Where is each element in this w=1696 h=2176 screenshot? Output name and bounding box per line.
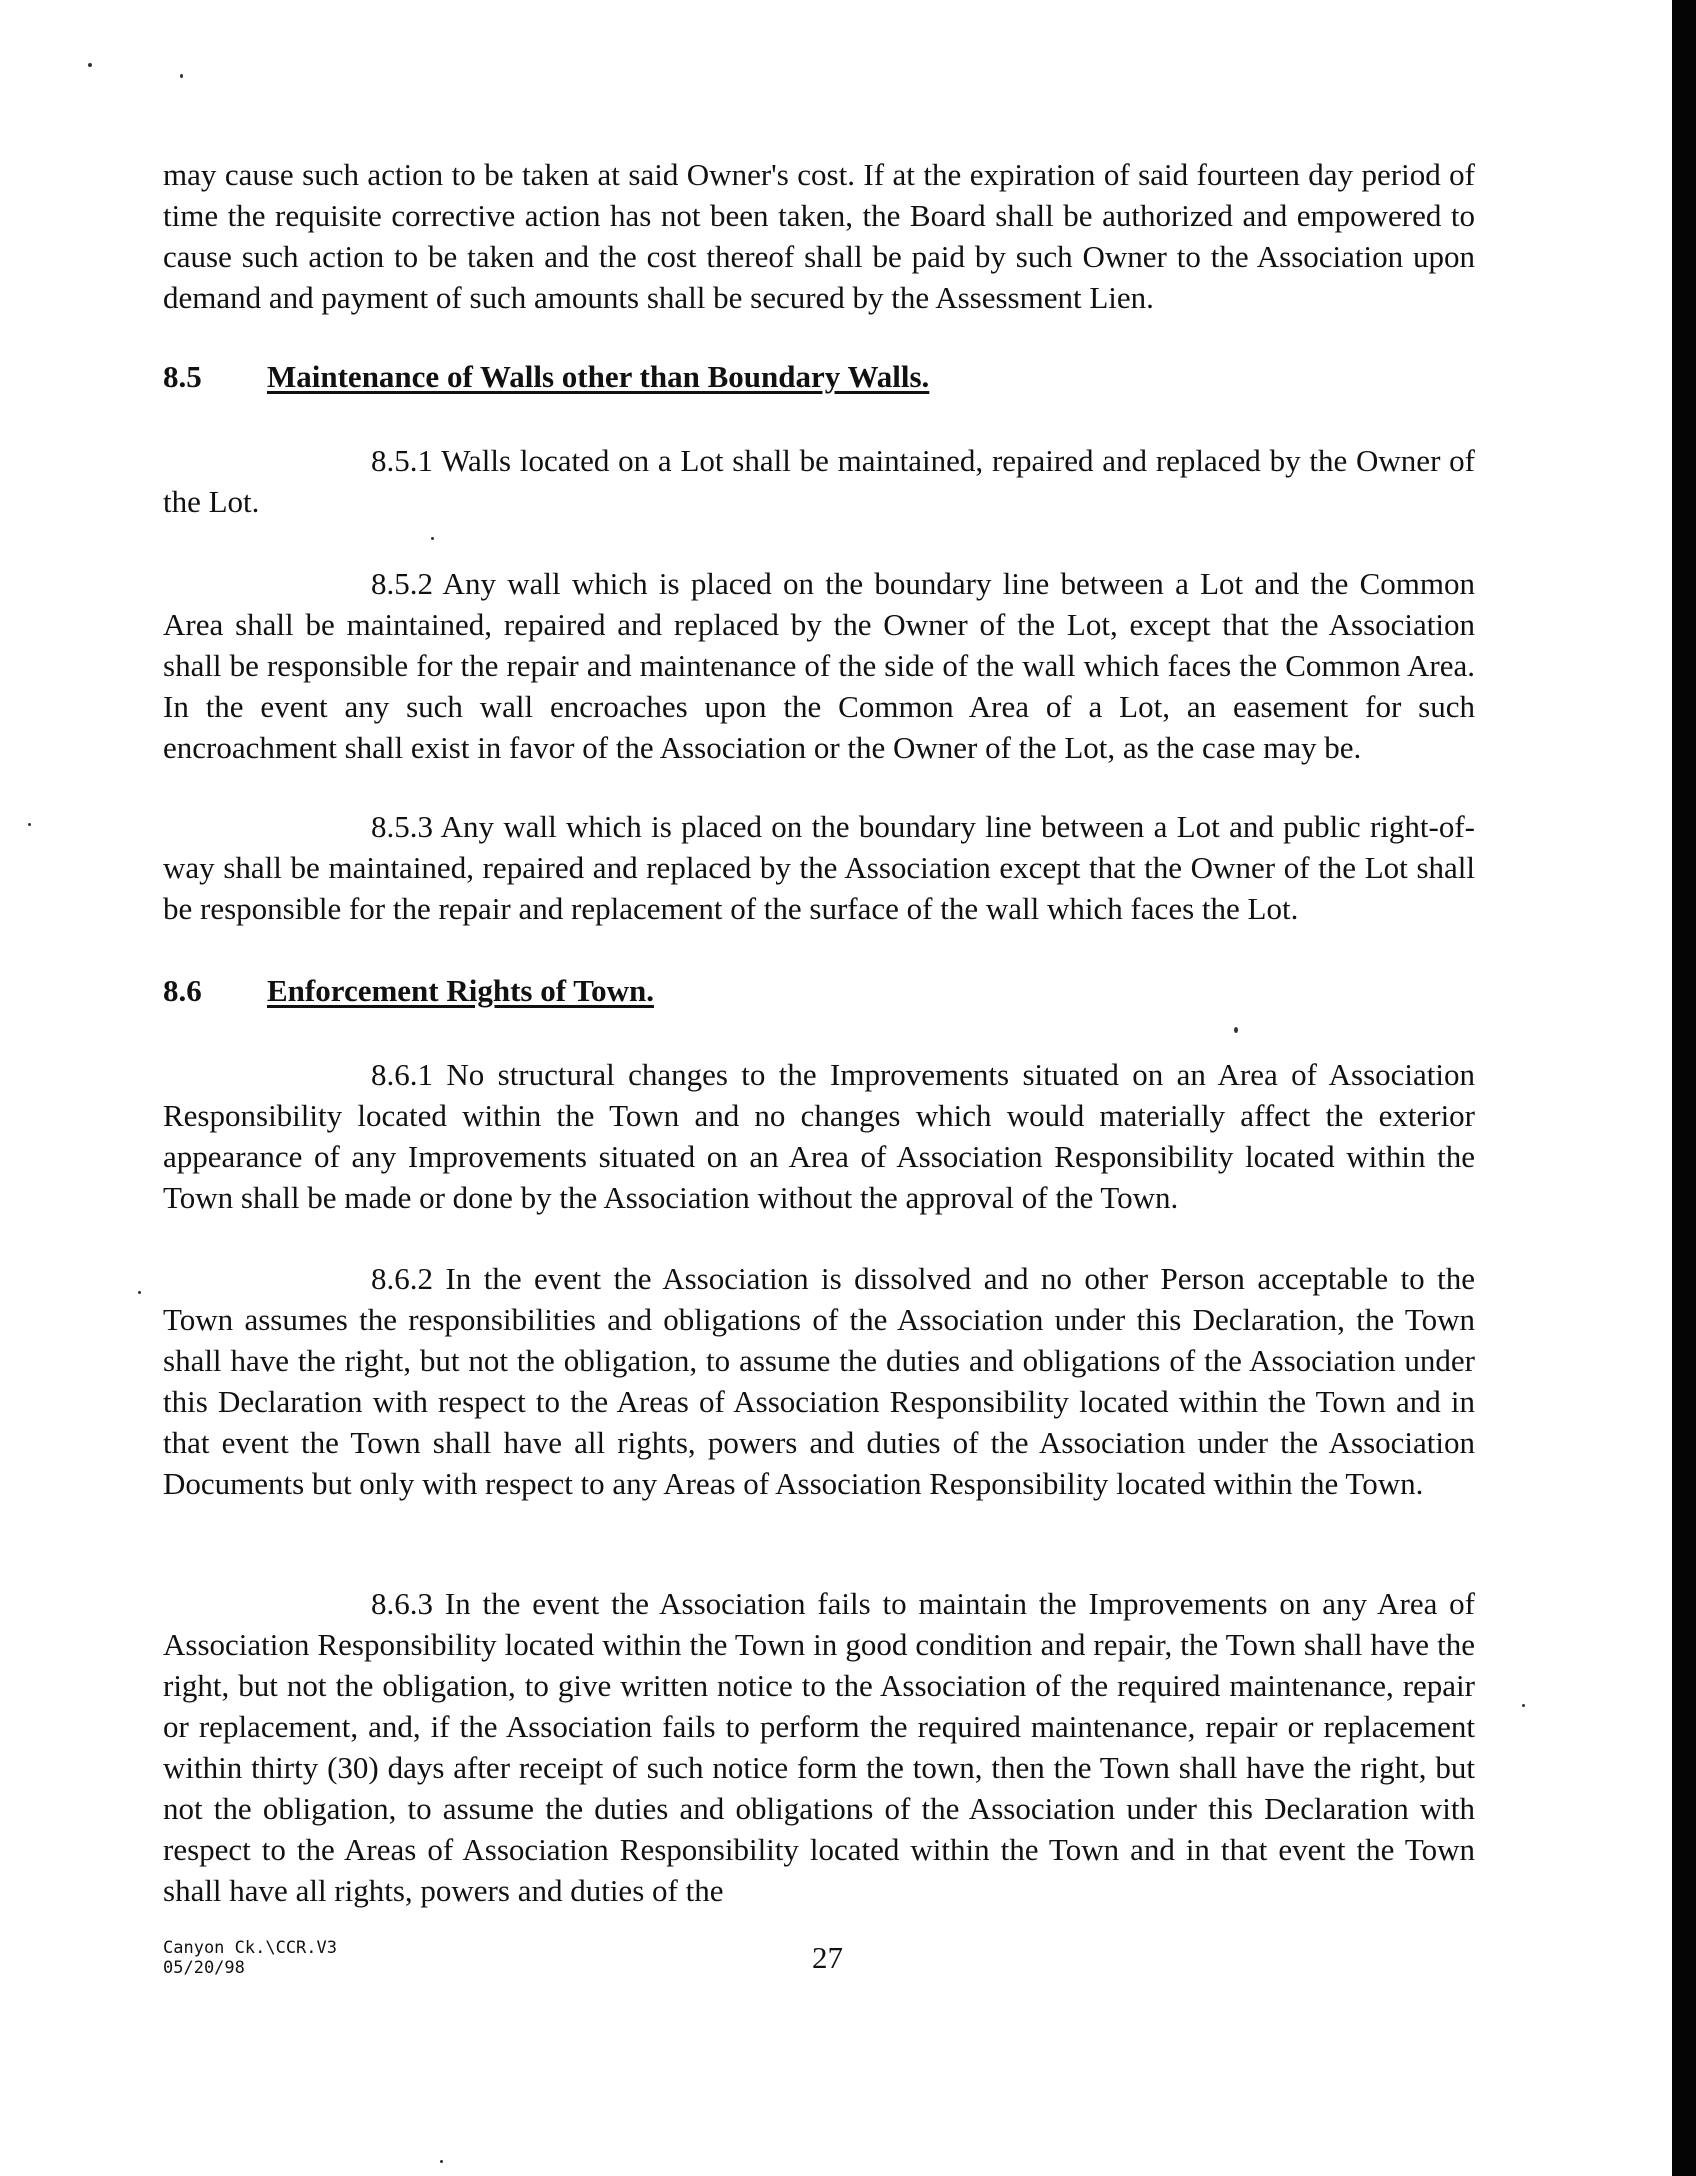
scan-speck xyxy=(440,2160,443,2163)
footer-date: 05/20/98 xyxy=(163,1958,245,1978)
clause-8-5-1: 8.5.1 Walls located on a Lot shall be maintained, repaired and replaced by the Owner of the Lot. xyxy=(163,443,1475,519)
page-number: 27 xyxy=(812,1940,843,1975)
scan-speck xyxy=(180,74,183,78)
section-heading-8-6 xyxy=(163,970,1475,1011)
scan-speck xyxy=(138,1291,141,1294)
scan-speck xyxy=(1522,1704,1525,1707)
clause-8-5-3: 8.5.3 Any wall which is placed on the boundary line between a Lot and public right-of-way shall be maintained, repaired and replaced by the Association except that the Owner of the Lot shall be responsible for the repair and replacement of the surface of the wall which faces the Lot. xyxy=(163,809,1475,926)
scan-edge-shadow xyxy=(1672,0,1696,2176)
section-number: 8.5 xyxy=(163,359,202,394)
clause-8-6-3: 8.6.3 In the event the Association fails to maintain the Improvements on any Area of Association Responsibility located within the Town in good condition and repair, the Town shall have the right, but not the obligation, to give written notice to the Association of the required maintenance, repair or replacement, and, if the Association fails to perform the required maintenance, repair or replacement within thirty (30) days after receipt of such notice form the town, then the Town shall have the right, but not the obligation, to assume the duties and obligations of the Association under this Declaration with respect to the Areas of Association Responsibility located within the Town and in that event the Town shall have all rights, powers and duties of the xyxy=(163,1586,1475,1908)
footer-file-ref: Canyon Ck.\CCR.V3 xyxy=(163,1938,337,1958)
footer-file-reference xyxy=(163,1938,337,1978)
section-number: 8.6 xyxy=(163,973,202,1008)
scan-speck xyxy=(88,63,92,67)
clause-8-6-2: 8.6.2 In the event the Association is dissolved and no other Person acceptable to the Town assumes the responsibilities and obligations of the Association under this Declaration, the Town shall have the right, but not the obligation, to assume the duties and obligations of the Association under this Declaration with respect to the Areas of Association Responsibility located within the Town and in that event the Town shall have all rights, powers and duties of the Association under the Association Documents but only with respect to any Areas of Association Responsibility located within the Town. xyxy=(163,1261,1475,1501)
section-title: Maintenance of Walls other than Boundary Walls. xyxy=(267,359,930,394)
section-heading-8-5 xyxy=(163,356,1475,397)
section-title: Enforcement Rights of Town. xyxy=(267,973,654,1008)
clause-8-6-1: 8.6.1 No structural changes to the Improvements situated on an Area of Association Responsibility located within the Town and no changes which would materially affect the exterior appearance of any Improvements situated on an Area of Association Responsibility located within the Town shall be made or done by the Association without the approval of the Town. xyxy=(163,1057,1475,1215)
scan-speck xyxy=(28,823,31,826)
clause-8-5-2: 8.5.2 Any wall which is placed on the boundary line between a Lot and the Common Area shall be maintained, repaired and replaced by the Owner of the Lot, except that the Association shall be responsible for the repair and maintenance of the side of the wall which faces the Common Area. In the event any such wall encroaches upon the Common Area of a Lot, an easement for such encroachment shall exist in favor of the Association or the Owner of the Lot, as the case may be. xyxy=(163,566,1475,765)
scan-speck xyxy=(431,537,434,540)
scan-speck xyxy=(1234,1027,1238,1033)
paragraph-continuation: may cause such action to be taken at said Owner's cost. If at the expiration of said fourteen day period of time the requisite corrective action has not been taken, the Board shall be authorized and empowered to cause such action to be taken and the cost thereof shall be paid by such Owner to the Association upon demand and payment of such amounts shall be secured by the Assessment Lien. xyxy=(163,157,1475,315)
